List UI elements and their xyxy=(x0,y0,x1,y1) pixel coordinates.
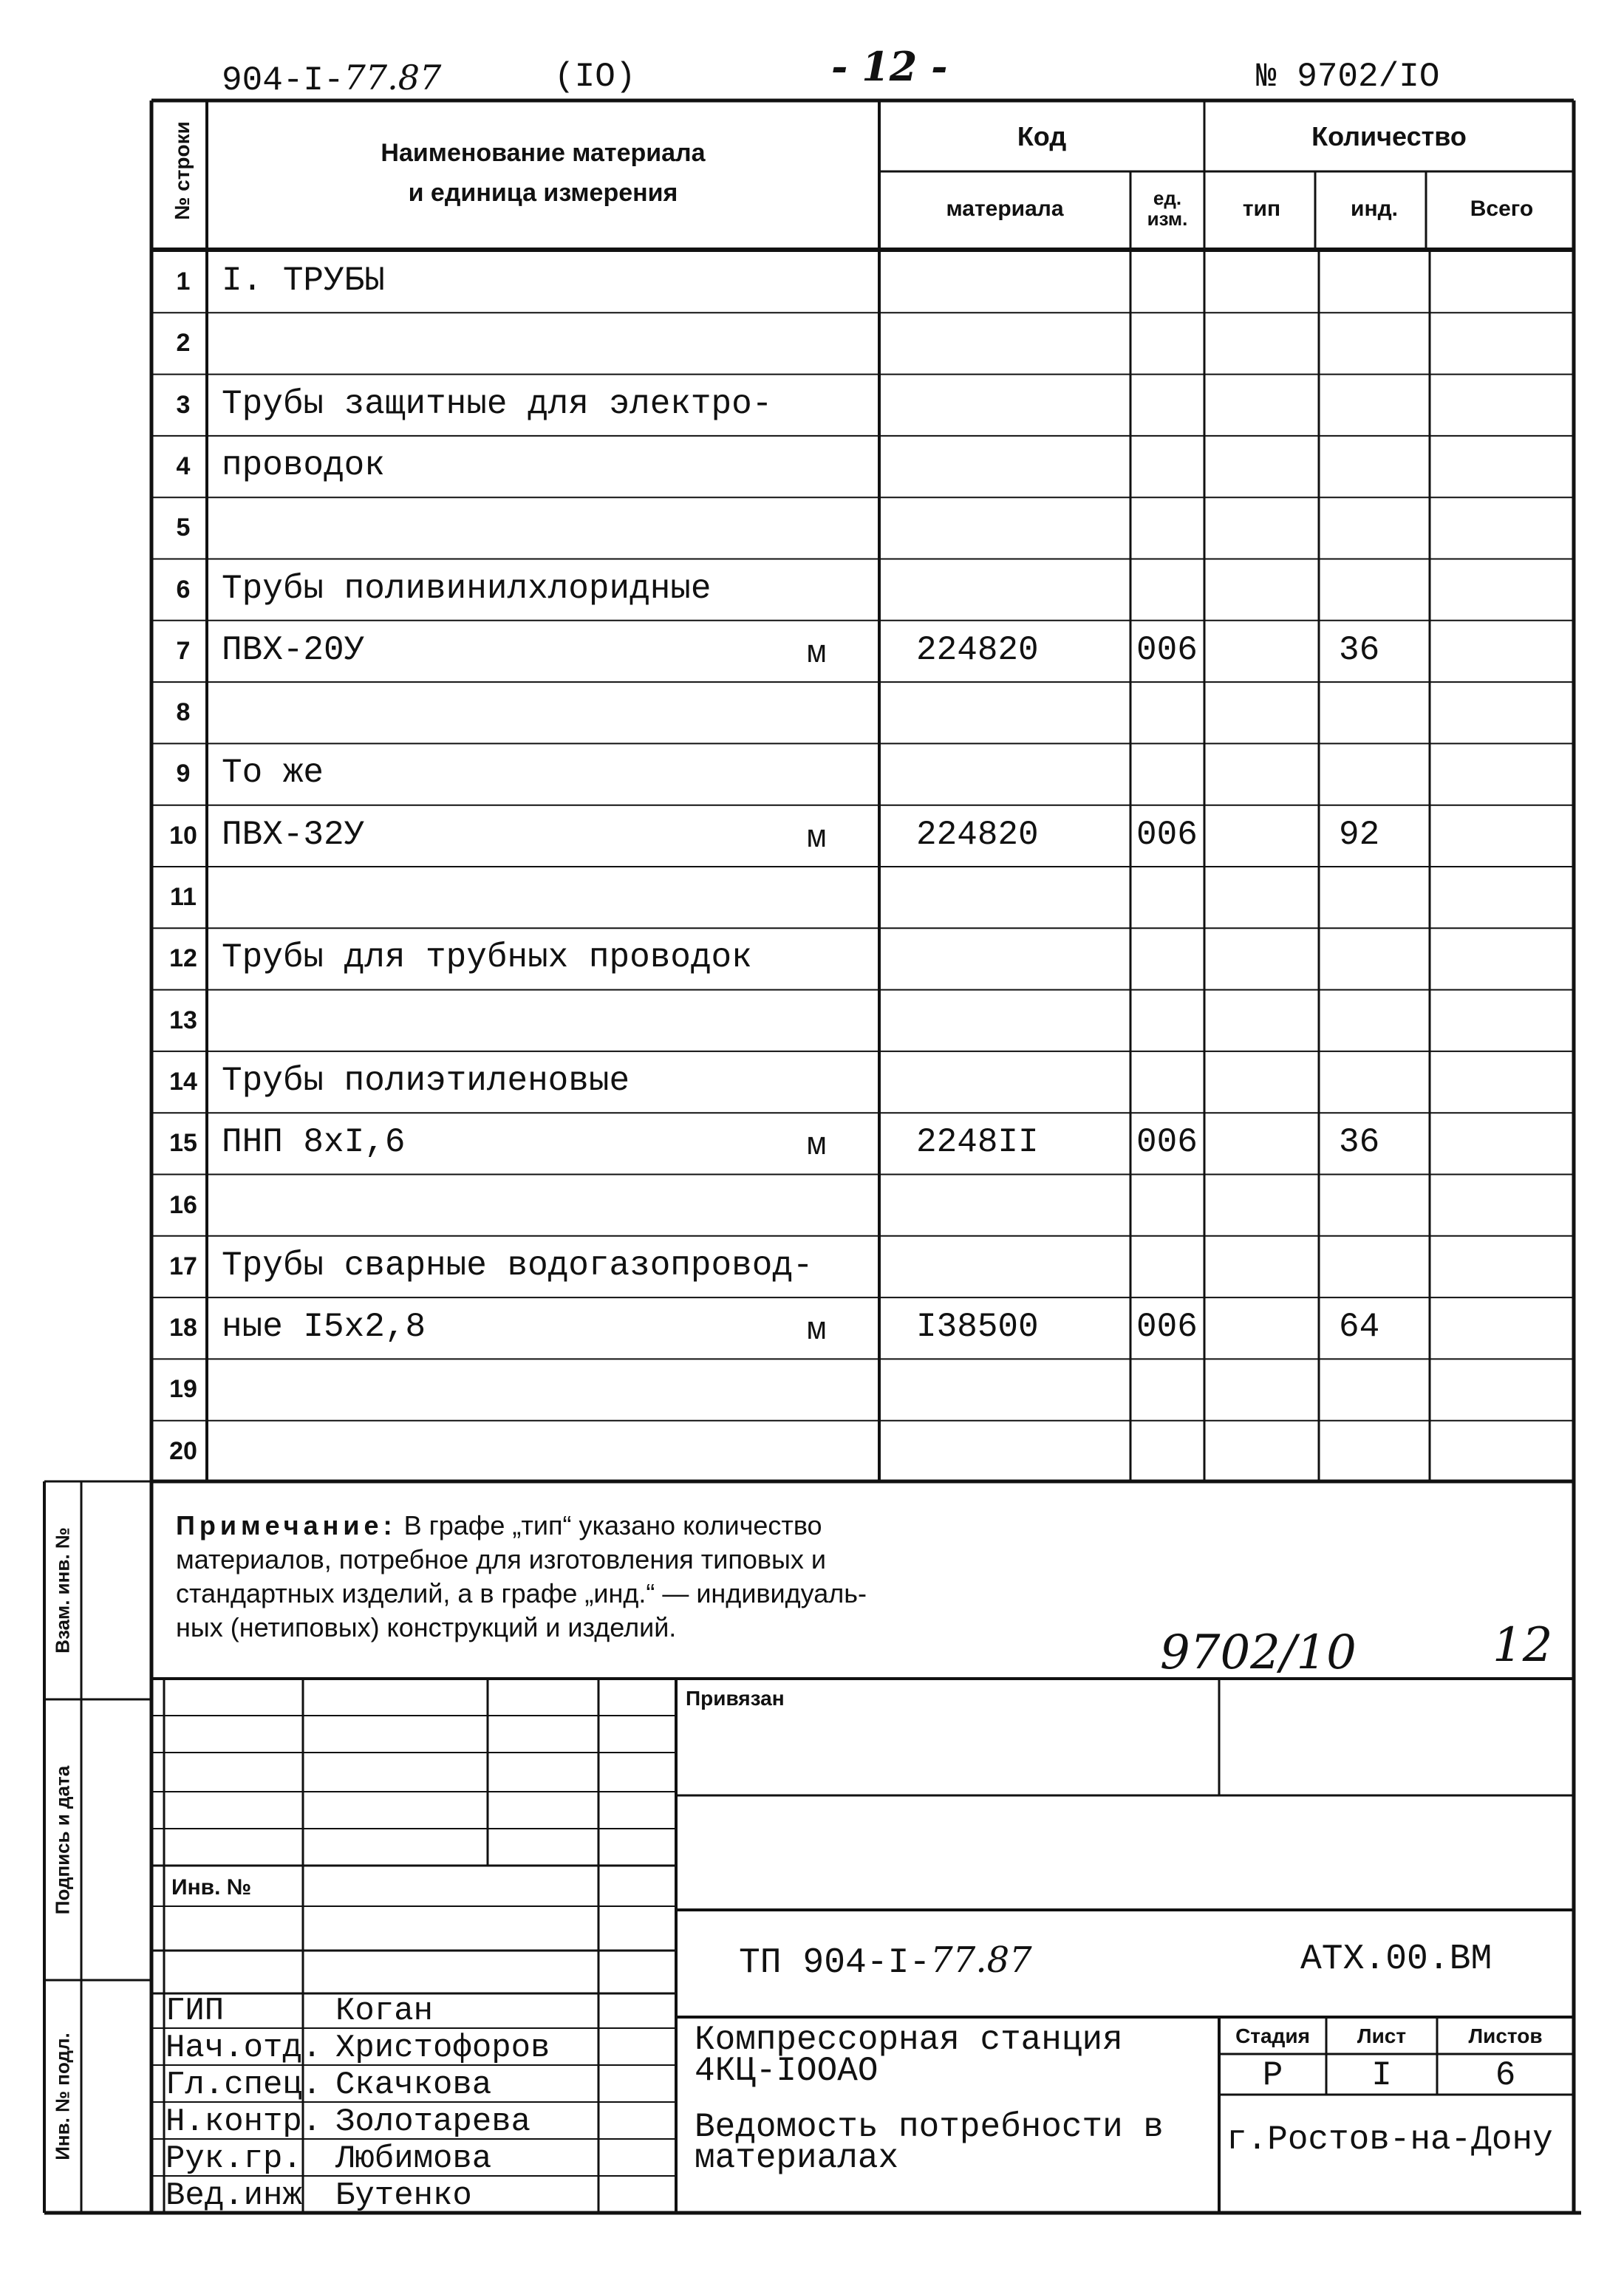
name-header-line2: и единица измерения xyxy=(408,179,678,207)
doc-code-handwritten: 77.87 xyxy=(344,58,442,98)
sheet-label: Лист xyxy=(1357,2024,1407,2047)
unit-value: м xyxy=(807,1312,827,1350)
unit-header-line2: изм. xyxy=(1147,208,1188,230)
signature-name: Коган xyxy=(335,1993,434,2030)
unit-code: 006 xyxy=(1136,1123,1198,1162)
project-code-handwritten: 77.87 xyxy=(930,1939,1032,1981)
material-code: 2248II xyxy=(916,1123,1039,1162)
handwritten-doc-number: 9702/10 xyxy=(1160,1625,1357,1680)
row-number: 1 xyxy=(176,267,191,296)
signature-name: Любимова xyxy=(335,2140,492,2177)
material-name: Трубы защитные для электро- xyxy=(222,384,773,423)
doc-code-paren: (IO) xyxy=(554,58,636,96)
material-name: ПНП 8хI,6 xyxy=(222,1123,406,1162)
type-header: тип xyxy=(1242,197,1281,221)
row-number: 13 xyxy=(169,1006,197,1034)
unit-value: м xyxy=(807,819,827,857)
row-number: 12 xyxy=(169,944,197,973)
material-code: 224820 xyxy=(916,630,1039,669)
material-name: ПВХ-32У xyxy=(222,815,365,854)
sheet-title-line2: материалах xyxy=(695,2139,899,2177)
note-line3: стандартных изделий, а в графе „инд.“ — индивидуаль- xyxy=(176,1578,867,1608)
total-header: Всего xyxy=(1470,197,1534,221)
material-name: ПВХ-20У xyxy=(222,630,365,669)
side-label-inv-podl: Инв. № подл. xyxy=(51,2033,74,2160)
material-code: I38500 xyxy=(916,1308,1039,1347)
doc-code-prefix: 904-I- xyxy=(222,61,344,100)
row-number: 2 xyxy=(176,329,191,358)
object-title-line1: Компрессорная станция xyxy=(695,2021,1123,2059)
privyazan-label: Привязан xyxy=(686,1687,785,1710)
row-number: 3 xyxy=(176,390,191,419)
note-line4: ных (нетиповых) конструкций и изделий. xyxy=(176,1612,677,1642)
sheet-title xyxy=(695,2108,1164,2177)
sheet-title-line1: Ведомость потребности в xyxy=(695,2108,1164,2146)
material-name: Трубы для трубных проводок xyxy=(222,938,752,977)
sheet-value: I xyxy=(1371,2056,1392,2095)
row-number: 4 xyxy=(176,451,191,480)
signature-role: ГИП xyxy=(166,1993,225,2030)
ind-quantity: 92 xyxy=(1339,815,1380,854)
unit-code: 006 xyxy=(1136,630,1198,669)
material-name: Трубы полиэтиленовые xyxy=(222,1061,630,1100)
material-name: I. ТРУБЫ xyxy=(222,262,385,300)
page-mark: - 12 - xyxy=(831,43,948,90)
row-number: 9 xyxy=(176,760,191,788)
unit-code: 006 xyxy=(1136,815,1198,854)
material-name: проводок xyxy=(222,446,385,485)
code-header: Код xyxy=(1017,121,1067,151)
project-code-prefix: ТП 904-I- xyxy=(739,1943,931,1983)
side-label-podpis: Подпись и дата xyxy=(51,1765,74,1915)
material-code: 224820 xyxy=(916,815,1039,854)
document-code: АТХ.00.ВМ xyxy=(1300,1939,1492,1979)
signature-row xyxy=(166,2103,530,2140)
row-number: 14 xyxy=(169,1067,197,1096)
object-title xyxy=(695,2021,1123,2090)
material-name: Трубы сварные водогазопровод- xyxy=(222,1246,813,1285)
signature-name: Скачкова xyxy=(335,2067,492,2103)
object-title-line2: 4КЦ-IOOAO xyxy=(695,2052,878,2090)
handwritten-page-number: 12 xyxy=(1492,1618,1553,1673)
signature-row xyxy=(166,2030,550,2067)
material-name: Трубы поливинилхлоридные xyxy=(222,569,712,608)
row-number: 20 xyxy=(169,1436,197,1465)
row-number: 8 xyxy=(176,698,191,727)
ind-header: инд. xyxy=(1351,197,1398,221)
doc-number: № 9702/IO xyxy=(1256,58,1440,96)
row-number: 17 xyxy=(169,1252,197,1280)
row-number: 11 xyxy=(170,883,197,911)
ind-quantity: 36 xyxy=(1339,1123,1380,1162)
signature-name: Христофоров xyxy=(335,2030,550,2067)
inv-no-label: Инв. № xyxy=(171,1875,252,1900)
unit-header-line1: ед. xyxy=(1153,187,1182,209)
note-line2: материалов, потребное для изготовления типовых и xyxy=(176,1544,827,1574)
signature-name: Бутенко xyxy=(335,2177,472,2214)
unit-value: м xyxy=(807,1127,827,1165)
ind-quantity: 64 xyxy=(1339,1308,1380,1347)
city: г.Ростов-на-Дону xyxy=(1226,2120,1553,2159)
note-title: Примечание: xyxy=(176,1510,397,1540)
stage-value: Р xyxy=(1262,2056,1283,2095)
signature-role: Гл.спец. xyxy=(166,2067,322,2103)
side-label-vzam: Взам. инв. № xyxy=(51,1527,74,1654)
row-number: 7 xyxy=(176,636,191,665)
unit-code: 006 xyxy=(1136,1308,1198,1347)
note-line1: В графе „тип“ указано количество xyxy=(403,1510,822,1540)
sheets-value: 6 xyxy=(1495,2056,1516,2095)
row-number: 10 xyxy=(169,821,197,850)
name-header-line1: Наименование материала xyxy=(381,139,706,167)
row-number: 6 xyxy=(176,575,191,604)
row-number: 18 xyxy=(169,1314,197,1342)
signature-row xyxy=(166,2140,491,2177)
signature-row xyxy=(166,1993,433,2030)
quantity-header: Количество xyxy=(1311,121,1467,151)
ind-quantity: 36 xyxy=(1339,630,1380,669)
signature-role: Рук.гр. xyxy=(166,2140,302,2177)
signature-row xyxy=(166,2067,491,2103)
row-number: 19 xyxy=(169,1375,197,1404)
signature-row xyxy=(166,2177,472,2214)
material-code-header: материала xyxy=(946,197,1064,221)
row-number: 5 xyxy=(176,513,191,542)
signature-name: Золотарева xyxy=(335,2103,531,2140)
row-number: 16 xyxy=(169,1190,197,1219)
material-name: ные I5х2,8 xyxy=(222,1308,426,1347)
signature-role: Н.контр. xyxy=(166,2103,322,2140)
project-code xyxy=(739,1939,1032,1983)
stage-label: Стадия xyxy=(1235,2024,1310,2047)
signature-role: Вед.инж xyxy=(166,2177,302,2214)
unit-value: м xyxy=(807,635,827,672)
sheets-label: Листов xyxy=(1468,2024,1543,2047)
row-number-header: № строки xyxy=(171,121,194,220)
signature-role: Нач.отд. xyxy=(166,2030,322,2067)
material-name: То же xyxy=(222,754,324,793)
row-number: 15 xyxy=(169,1129,197,1158)
